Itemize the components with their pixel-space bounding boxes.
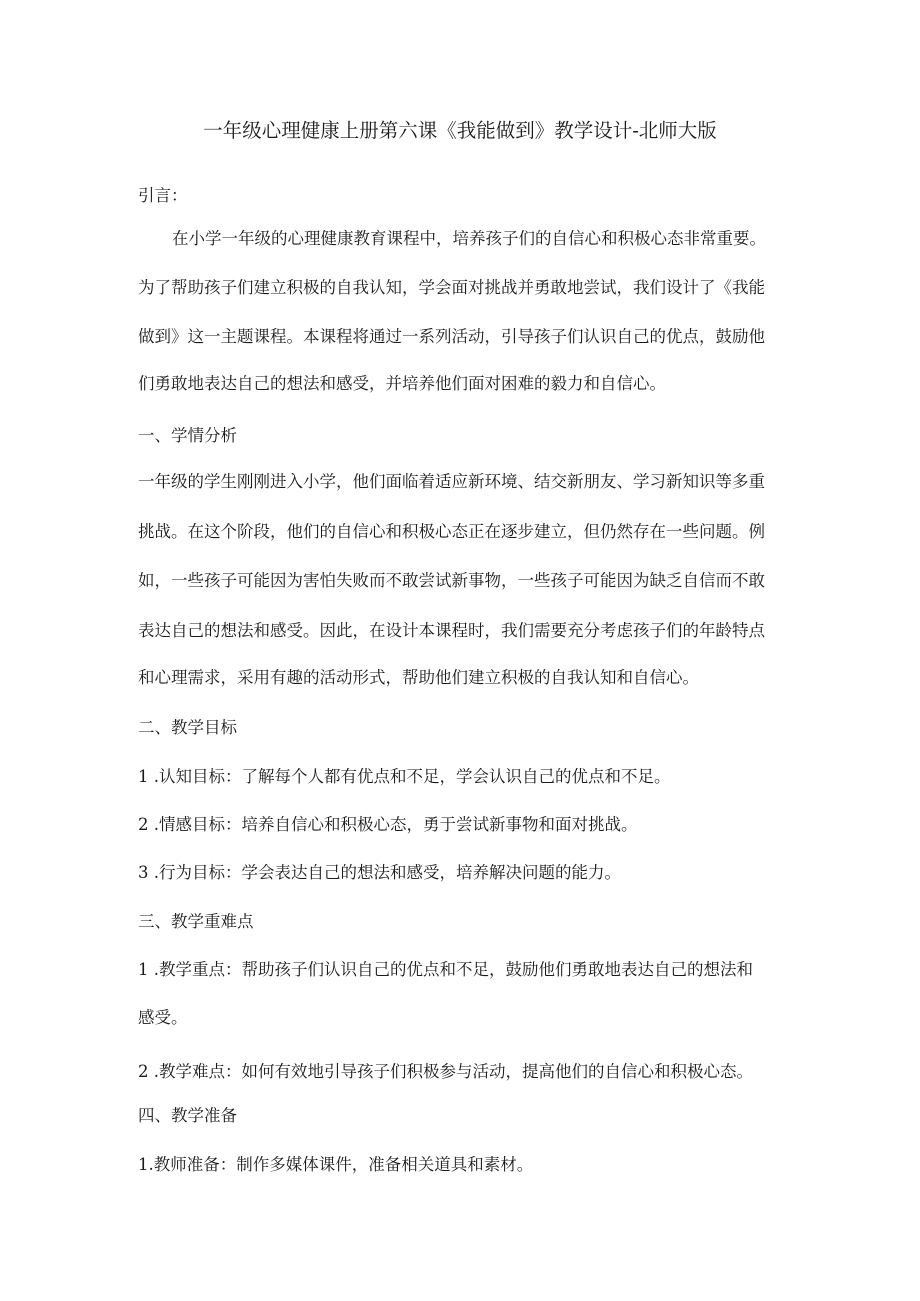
list-item: 1.教师准备：制作多媒体课件，准备相关道具和素材。	[138, 1155, 534, 1174]
paragraph-line: 和心理需求，采用有趣的活动形式，帮助他们建立积极的自我认知和自信心。	[138, 668, 699, 687]
paragraph-line: 在小学一年级的心理健康教育课程中，培养孩子们的自信心和积极心态非常重要。	[172, 229, 766, 248]
section-heading: 四、教学准备	[138, 1106, 237, 1125]
paragraph-line: 们勇敢地表达自己的想法和感受，并培养他们面对困难的毅力和自信心。	[138, 374, 666, 393]
list-item: 1 .认知目标：了解每个人都有优点和不足，学会认识自己的优点和不足。	[138, 767, 671, 786]
list-item: 1 .教学重点：帮助孩子们认识自己的优点和不足，鼓励他们勇敢地表达自己的想法和	[138, 960, 753, 979]
paragraph-line: 如，一些孩子可能因为害怕失败而不敢尝试新事物，一些孩子可能因为缺乏自信而不敢	[138, 571, 765, 590]
intro-heading: 引言：	[138, 186, 188, 205]
section-heading: 一、学情分析	[138, 426, 237, 445]
document-title: 一年级心理健康上册第六课《我能做到》教学设计-北师大版	[203, 119, 717, 142]
paragraph-line: 挑战。在这个阶段，他们的自信心和积极心态正在逐步建立，但仍然存在一些问题。例	[138, 522, 765, 541]
list-item-continuation: 感受。	[138, 1008, 188, 1027]
list-item: 2 .情感目标：培养自信心和积极心态，勇于尝试新事物和面对挑战。	[138, 815, 638, 834]
list-item: 3 .行为目标：学会表达自己的想法和感受，培养解决问题的能力。	[138, 863, 621, 882]
section-heading: 三、教学重难点	[138, 912, 254, 931]
section-heading: 二、教学目标	[138, 718, 237, 737]
paragraph-line: 为了帮助孩子们建立积极的自我认知，学会面对挑战并勇敢地尝试，我们设计了《我能	[138, 278, 765, 297]
paragraph-line: 表达自己的想法和感受。因此，在设计本课程时，我们需要充分考虑孩子们的年龄特点	[138, 621, 765, 640]
paragraph-line: 一年级的学生刚刚进入小学，他们面临着适应新环境、结交新朋友、学习新知识等多重	[138, 472, 765, 491]
list-item: 2 .教学难点：如何有效地引导孩子们积极参与活动，提高他们的自信心和积极心态。	[138, 1062, 753, 1081]
paragraph-line: 做到》这一主题课程。本课程将通过一系列活动，引导孩子们认识自己的优点，鼓励他	[138, 327, 765, 346]
